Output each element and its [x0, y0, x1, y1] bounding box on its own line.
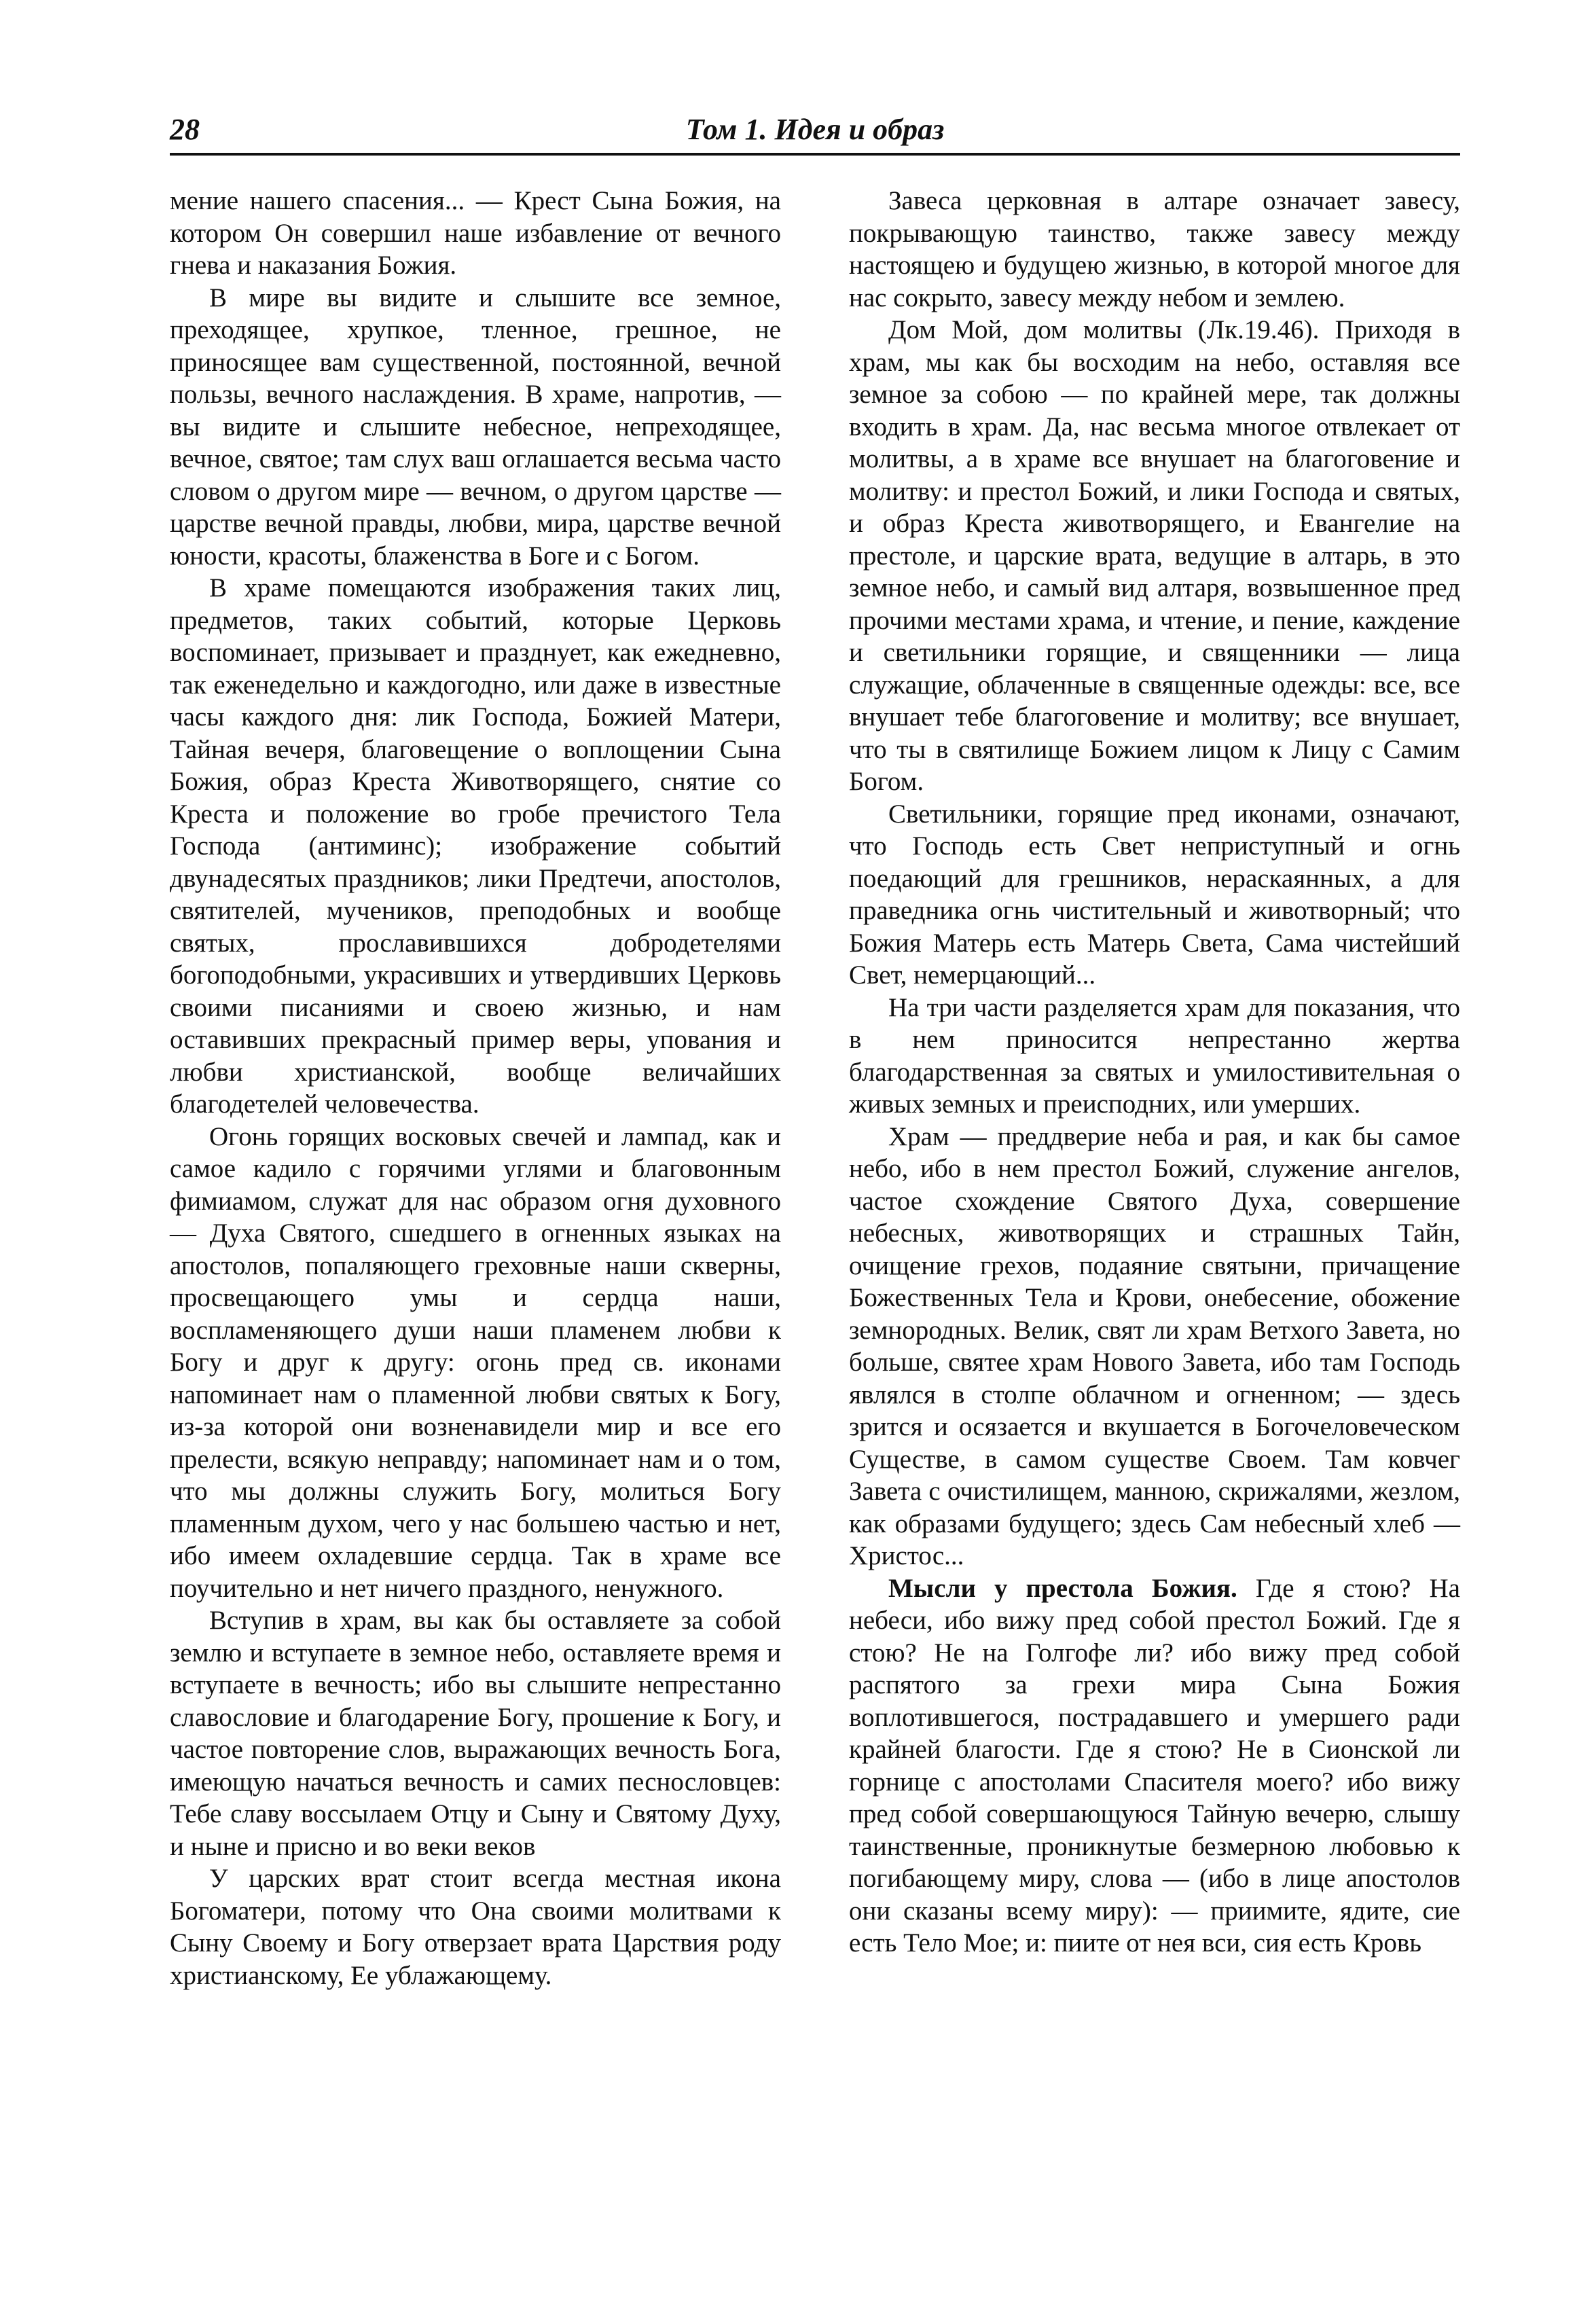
paragraph: Огонь горящих восковых свечей и лампад, как и самое кадило с горячими углями и благовонным фимиамом, служат для нас образом огня духовного — Духа Святого, сшедшего в огненных языках на апостолов, попаляющего греховные наши скверны, просвещающего умы и сердца наши, воспламеняющего души наши пламенем любви к Богу и друг к другу: огонь пред св. иконами напоминает нам о пламенной любви святых к Богу, из-за которой они возненавидели мир и все его прелести, всякую неправду; напоминает нам и о том, что мы должны служить Богу, молиться Богу пламенным духом, чего у нас большею частью и нет, ибо имеем охладевшие сердца. Так в храме все поучительно и нет ничего праздного, ненужного. — [170, 1121, 781, 1603]
paragraph-with-heading — [849, 1572, 1460, 1960]
paragraph: В мире вы видите и слышите все земное, преходящее, хрупкое, тленное, грешное, не приносящее вам существенной, постоянной, вечной пользы, вечного наслаждения. В храме, напротив, — вы видите и слышите небесное, непреходящее, вечное, святое; там слух ваш оглашается весьма часто словом о другом мире — вечном, о другом царстве — царстве вечной правды, любви, мира, царстве вечной юности, красоты, блаженства в Боге и с Богом. — [170, 283, 781, 571]
paragraph: На три части разделяется храм для показания, что в нем приносится непрестанно жертва благодарственная за святых и умилостивительная о живых земных и преисподних, или умерших. — [849, 992, 1460, 1119]
paragraph: Вступив в храм, вы как бы оставляете за собой землю и вступаете в земное небо, оставляете время и вступаете в вечность; ибо вы слышите непрестанно славословие и благодарение Богу, прошение к Богу, и частое повторение слов, выражающих вечность Бога, имеющую начаться вечность и самих песнословцев: Тебе славу воссылаем Отцу и Сыну и Святому Духу, и ныне и присно и во веки веков — [170, 1606, 781, 1861]
paragraph: У царских врат стоит всегда местная икона Богоматери, потому что Она своими молитвами к Сыну Своему и Богу отверзает врата Царствия роду христианскому, Ее ублажающему. — [170, 1864, 781, 1990]
paragraph-heading: Мысли у престола Божия. — [888, 1573, 1237, 1603]
paragraph: Завеса церковная в алтаре означает завесу, покрывающую таинство, также завесу между настоящею и будущею жизнью, в которой многое для нас сокрыто, завесу между небом и землею. — [849, 186, 1460, 312]
page-number: 28 — [170, 113, 200, 146]
paragraph: мение нашего спасения... — Крест Сына Божия, на котором Он совершил наше избавление от вечного гнева и наказания Божия. — [170, 186, 781, 280]
paragraph: Храм — преддверие неба и рая, и как бы самое небо, ибо в нем престол Божий, служение ангелов, частое схождение Святого Духа, совершение небесных, животворящих и страшных Тайн, очищение грехов, подаяние святыни, причащение Божественных Тела и Крови, онебесение, обожение земнородных. Велик, свят ли храм Ветхого Завета, но больше, святее храм Нового Завета, ибо там Господь являлся в столпе облачном и огненном; — здесь зрится и осязается и вкушается в Богочеловеческом Существе, в самом существе Своем. Там ковчег Завета с очистилищем, манною, скрижалями, жезлом, как образами будущего; здесь Сам небесный хлеб — Христос... — [849, 1121, 1460, 1570]
paragraph: Дом Мой, дом молитвы (Лк.19.46). Приходя в храм, мы как бы восходим на небо, оставляя все земное за собою — по крайней мере, так должны входить в храм. Да, нас весьма многое отвлекает от молитвы, а в храме все внушает на благоговение и молитву: и престол Божий, и лики Господа и святых, и образ Креста животворящего, и Евангелие на престоле, и царские врата, ведущие в алтарь, в это земное небо, и самый вид алтаря, возвышенное пред прочими местами храма, и чтение, и пение, каждение и светильники горящие, и священники — лица служащие, облаченные в священные одежды: все, все внушает тебе благоговение и молитву; все внушает, что ты в святилище Божием лицом к Лицу с Самим Богом. — [849, 315, 1460, 796]
left-column — [170, 185, 781, 1991]
running-title: Том 1. Идея и образ — [685, 113, 945, 146]
paragraph-text: Где я стою? На небеси, ибо вижу пред собой престол Божий. Где я стою? Не на Голгофе ли? ибо вижу пред собой распятого за грехи мира Сына Божия воплотившегося, пострадавшего и умершего ради крайней благости. Где я стою? Не в Сионской ли горнице с апостолами Спасителя моего? ибо вижу пред собой совершающуюся Тайную вечерю, слышу таинственные, проникнутые безмерною любовью к погибающему миру, слова — (ибо в лице апостолов они сказаны всему миру): — приимите, ядите, сие есть Тело Мое; и: пиите от нея вси, сия есть Кровь — [849, 1573, 1460, 1958]
page-header — [170, 112, 1460, 156]
paragraph: В храме помещаются изображения таких лиц, предметов, таких событий, которые Церковь воспоминает, призывает и празднует, как ежедневно, так еженедельно и каждогодно, или даже в известные часы каждого дня: лик Господа, Божией Матери, Тайная вечеря, благовещение о воплощении Сына Божия, образ Креста Животворящего, снятие со Креста и положение во гробе пречистого Тела Господа (антиминс); изображение событий двунадесятых праздников; лики Предтечи, апостолов, святителей, мучеников, преподобных и вообще святых, прославившихся добродетелями богоподобными, украсивших и утвердивших Церковь своими писаниями и своею жизнью, и нам оставивших прекрасный пример веры, упования и любви христианской, вообще величайших благодетелей человечества. — [170, 573, 781, 1119]
right-column — [849, 185, 1460, 1960]
paragraph: Светильники, горящие пред иконами, означают, что Господь есть Свет неприступный и огнь поедающий для грешников, нераскаянных, а для праведника огнь чистительный и животворный; что Божия Матерь есть Матерь Света, Сама чистейший Свет, немерцающий... — [849, 799, 1460, 990]
